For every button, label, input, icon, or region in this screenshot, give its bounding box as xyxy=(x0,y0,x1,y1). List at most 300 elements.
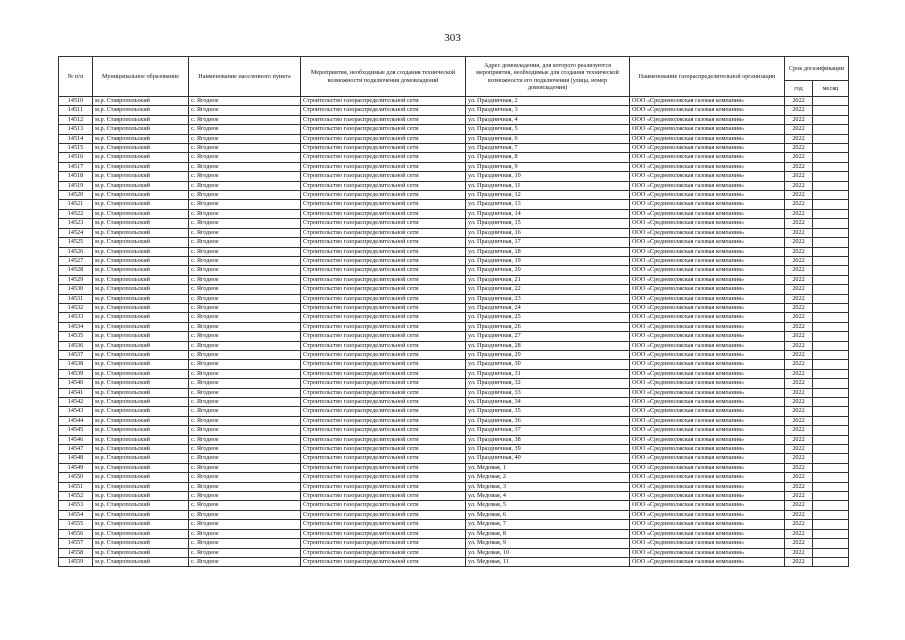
org-cell: ООО «Средневолжская газовая компания» xyxy=(630,275,785,284)
municipality-cell: м.р. Ставропольский xyxy=(93,256,189,265)
row-number: 14523 xyxy=(59,219,93,228)
measure-cell: Строительство газораспределительной сети xyxy=(301,510,466,519)
settlement-cell: с. Ягодное xyxy=(189,266,301,275)
table-row xyxy=(59,350,849,359)
year-cell: 2022 xyxy=(785,473,813,482)
org-cell: ООО «Средневолжская газовая компания» xyxy=(630,473,785,482)
month-cell xyxy=(813,379,849,388)
row-number: 14519 xyxy=(59,181,93,190)
year-cell: 2022 xyxy=(785,181,813,190)
row-number: 14557 xyxy=(59,539,93,548)
row-number: 14553 xyxy=(59,501,93,510)
measure-cell: Строительство газораспределительной сети xyxy=(301,435,466,444)
measure-cell: Строительство газораспределительной сети xyxy=(301,275,466,284)
month-cell xyxy=(813,350,849,359)
address-cell: ул. Праздничная, 19 xyxy=(466,256,630,265)
month-cell xyxy=(813,369,849,378)
year-cell: 2022 xyxy=(785,332,813,341)
address-cell: ул. Праздничная, 12 xyxy=(466,191,630,200)
measure-cell: Строительство газораспределительной сети xyxy=(301,172,466,181)
year-cell: 2022 xyxy=(785,539,813,548)
header-deadline: Срок догазификации xyxy=(785,57,849,81)
municipality-cell: м.р. Ставропольский xyxy=(93,435,189,444)
org-cell: ООО «Средневолжская газовая компания» xyxy=(630,219,785,228)
org-cell: ООО «Средневолжская газовая компания» xyxy=(630,482,785,491)
row-number: 14537 xyxy=(59,350,93,359)
measure-cell: Строительство газораспределительной сети xyxy=(301,539,466,548)
year-cell: 2022 xyxy=(785,266,813,275)
settlement-cell: с. Ягодное xyxy=(189,463,301,472)
year-cell: 2022 xyxy=(785,153,813,162)
org-cell: ООО «Средневолжская газовая компания» xyxy=(630,350,785,359)
measure-cell: Строительство газораспределительной сети xyxy=(301,134,466,143)
settlement-cell: с. Ягодное xyxy=(189,416,301,425)
address-cell: ул. Праздничная, 24 xyxy=(466,303,630,312)
address-cell: ул. Праздничная, 28 xyxy=(466,341,630,350)
municipality-cell: м.р. Ставропольский xyxy=(93,548,189,557)
table-row xyxy=(59,445,849,454)
measure-cell: Строительство газораспределительной сети xyxy=(301,520,466,529)
row-number: 14516 xyxy=(59,153,93,162)
year-cell: 2022 xyxy=(785,228,813,237)
address-cell: ул. Праздничная, 17 xyxy=(466,238,630,247)
row-number: 14514 xyxy=(59,134,93,143)
municipality-cell: м.р. Ставропольский xyxy=(93,445,189,454)
year-cell: 2022 xyxy=(785,463,813,472)
settlement-cell: с. Ягодное xyxy=(189,557,301,566)
municipality-cell: м.р. Ставропольский xyxy=(93,219,189,228)
month-cell xyxy=(813,125,849,134)
year-cell: 2022 xyxy=(785,388,813,397)
year-cell: 2022 xyxy=(785,369,813,378)
org-cell: ООО «Средневолжская газовая компания» xyxy=(630,435,785,444)
year-cell: 2022 xyxy=(785,256,813,265)
municipality-cell: м.р. Ставропольский xyxy=(93,501,189,510)
table-row xyxy=(59,398,849,407)
address-cell: ул. Праздничная, 21 xyxy=(466,275,630,284)
month-cell xyxy=(813,492,849,501)
address-cell: ул. Праздничная, 36 xyxy=(466,416,630,425)
row-number: 14543 xyxy=(59,407,93,416)
municipality-cell: м.р. Ставропольский xyxy=(93,162,189,171)
row-number: 14539 xyxy=(59,369,93,378)
month-cell xyxy=(813,209,849,218)
measure-cell: Строительство газораспределительной сети xyxy=(301,144,466,153)
measure-cell: Строительство газораспределительной сети xyxy=(301,266,466,275)
settlement-cell: с. Ягодное xyxy=(189,501,301,510)
month-cell xyxy=(813,557,849,566)
settlement-cell: с. Ягодное xyxy=(189,144,301,153)
year-cell: 2022 xyxy=(785,247,813,256)
measure-cell: Строительство газораспределительной сети xyxy=(301,482,466,491)
month-cell xyxy=(813,134,849,143)
row-number: 14552 xyxy=(59,492,93,501)
table-row xyxy=(59,407,849,416)
row-number: 14530 xyxy=(59,285,93,294)
address-cell: ул. Праздничная, 15 xyxy=(466,219,630,228)
row-number: 14544 xyxy=(59,416,93,425)
row-number: 14538 xyxy=(59,360,93,369)
settlement-cell: с. Ягодное xyxy=(189,492,301,501)
table-row xyxy=(59,510,849,519)
settlement-cell: с. Ягодное xyxy=(189,219,301,228)
month-cell xyxy=(813,285,849,294)
settlement-cell: с. Ягодное xyxy=(189,388,301,397)
table-row xyxy=(59,238,849,247)
year-cell: 2022 xyxy=(785,482,813,491)
address-cell: ул. Праздничная, 3 xyxy=(466,106,630,115)
month-cell xyxy=(813,153,849,162)
year-cell: 2022 xyxy=(785,238,813,247)
year-cell: 2022 xyxy=(785,445,813,454)
municipality-cell: м.р. Ставропольский xyxy=(93,303,189,312)
row-number: 14521 xyxy=(59,200,93,209)
year-cell: 2022 xyxy=(785,454,813,463)
settlement-cell: с. Ягодное xyxy=(189,313,301,322)
municipality-cell: м.р. Ставропольский xyxy=(93,473,189,482)
address-cell: ул. Праздничная, 35 xyxy=(466,407,630,416)
measure-cell: Строительство газораспределительной сети xyxy=(301,426,466,435)
settlement-cell: с. Ягодное xyxy=(189,332,301,341)
settlement-cell: с. Ягодное xyxy=(189,369,301,378)
address-cell: ул. Праздничная, 14 xyxy=(466,209,630,218)
table-row xyxy=(59,435,849,444)
measure-cell: Строительство газораспределительной сети xyxy=(301,303,466,312)
address-cell: ул. Медовая, 10 xyxy=(466,548,630,557)
header-municipality: Муниципальное образование xyxy=(93,57,189,97)
settlement-cell: с. Ягодное xyxy=(189,172,301,181)
measure-cell: Строительство газораспределительной сети xyxy=(301,219,466,228)
year-cell: 2022 xyxy=(785,303,813,312)
row-number: 14534 xyxy=(59,322,93,331)
address-cell: ул. Праздничная, 25 xyxy=(466,313,630,322)
year-cell: 2022 xyxy=(785,219,813,228)
table-row xyxy=(59,492,849,501)
table-row xyxy=(59,162,849,171)
measure-cell: Строительство газораспределительной сети xyxy=(301,115,466,124)
org-cell: ООО «Средневолжская газовая компания» xyxy=(630,416,785,425)
org-cell: ООО «Средневолжская газовая компания» xyxy=(630,332,785,341)
org-cell: ООО «Средневолжская газовая компания» xyxy=(630,463,785,472)
year-cell: 2022 xyxy=(785,520,813,529)
year-cell: 2022 xyxy=(785,200,813,209)
municipality-cell: м.р. Ставропольский xyxy=(93,285,189,294)
month-cell xyxy=(813,106,849,115)
year-cell: 2022 xyxy=(785,548,813,557)
row-number: 14513 xyxy=(59,125,93,134)
settlement-cell: с. Ягодное xyxy=(189,275,301,284)
month-cell xyxy=(813,482,849,491)
address-cell: ул. Праздничная, 38 xyxy=(466,435,630,444)
month-cell xyxy=(813,520,849,529)
month-cell xyxy=(813,97,849,106)
settlement-cell: с. Ягодное xyxy=(189,398,301,407)
address-cell: ул. Праздничная, 11 xyxy=(466,181,630,190)
org-cell: ООО «Средневолжская газовая компания» xyxy=(630,369,785,378)
settlement-cell: с. Ягодное xyxy=(189,360,301,369)
municipality-cell: м.р. Ставропольский xyxy=(93,350,189,359)
table-row xyxy=(59,520,849,529)
table-row xyxy=(59,97,849,106)
row-number: 14551 xyxy=(59,482,93,491)
municipality-cell: м.р. Ставропольский xyxy=(93,153,189,162)
month-cell xyxy=(813,510,849,519)
address-cell: ул. Медовая, 4 xyxy=(466,492,630,501)
municipality-cell: м.р. Ставропольский xyxy=(93,247,189,256)
settlement-cell: с. Ягодное xyxy=(189,379,301,388)
row-number: 14511 xyxy=(59,106,93,115)
settlement-cell: с. Ягодное xyxy=(189,97,301,106)
table-row xyxy=(59,200,849,209)
measure-cell: Строительство газораспределительной сети xyxy=(301,97,466,106)
month-cell xyxy=(813,322,849,331)
row-number: 14522 xyxy=(59,209,93,218)
year-cell: 2022 xyxy=(785,557,813,566)
table-row xyxy=(59,115,849,124)
table-row xyxy=(59,548,849,557)
org-cell: ООО «Средневолжская газовая компания» xyxy=(630,134,785,143)
org-cell: ООО «Средневолжская газовая компания» xyxy=(630,209,785,218)
measure-cell: Строительство газораспределительной сети xyxy=(301,398,466,407)
municipality-cell: м.р. Ставропольский xyxy=(93,181,189,190)
address-cell: ул. Праздничная, 34 xyxy=(466,398,630,407)
municipality-cell: м.р. Ставропольский xyxy=(93,191,189,200)
row-number: 14555 xyxy=(59,520,93,529)
year-cell: 2022 xyxy=(785,510,813,519)
municipality-cell: м.р. Ставропольский xyxy=(93,388,189,397)
header-num: № п/п xyxy=(59,57,93,97)
settlement-cell: с. Ягодное xyxy=(189,285,301,294)
measure-cell: Строительство газораспределительной сети xyxy=(301,388,466,397)
year-cell: 2022 xyxy=(785,172,813,181)
row-number: 14541 xyxy=(59,388,93,397)
month-cell xyxy=(813,266,849,275)
page-number: 303 xyxy=(444,32,461,44)
row-number: 14550 xyxy=(59,473,93,482)
org-cell: ООО «Средневолжская газовая компания» xyxy=(630,256,785,265)
org-cell: ООО «Средневолжская газовая компания» xyxy=(630,445,785,454)
table-row xyxy=(59,209,849,218)
settlement-cell: с. Ягодное xyxy=(189,294,301,303)
table-row xyxy=(59,275,849,284)
municipality-cell: м.р. Ставропольский xyxy=(93,492,189,501)
row-number: 14512 xyxy=(59,115,93,124)
month-cell xyxy=(813,219,849,228)
org-cell: ООО «Средневолжская газовая компания» xyxy=(630,266,785,275)
settlement-cell: с. Ягодное xyxy=(189,153,301,162)
address-cell: ул. Медовая, 7 xyxy=(466,520,630,529)
table-row xyxy=(59,341,849,350)
month-cell xyxy=(813,181,849,190)
municipality-cell: м.р. Ставропольский xyxy=(93,539,189,548)
measure-cell: Строительство газораспределительной сети xyxy=(301,501,466,510)
measure-cell: Строительство газораспределительной сети xyxy=(301,416,466,425)
municipality-cell: м.р. Ставропольский xyxy=(93,313,189,322)
address-cell: ул. Медовая, 11 xyxy=(466,557,630,566)
gasification-table xyxy=(58,56,848,567)
settlement-cell: с. Ягодное xyxy=(189,200,301,209)
org-cell: ООО «Средневолжская газовая компания» xyxy=(630,520,785,529)
table-row xyxy=(59,294,849,303)
org-cell: ООО «Средневолжская газовая компания» xyxy=(630,557,785,566)
municipality-cell: м.р. Ставропольский xyxy=(93,294,189,303)
table-row xyxy=(59,303,849,312)
address-cell: ул. Медовая, 8 xyxy=(466,529,630,538)
row-number: 14559 xyxy=(59,557,93,566)
year-cell: 2022 xyxy=(785,134,813,143)
settlement-cell: с. Ягодное xyxy=(189,238,301,247)
measure-cell: Строительство газораспределительной сети xyxy=(301,285,466,294)
measure-cell: Строительство газораспределительной сети xyxy=(301,153,466,162)
org-cell: ООО «Средневолжская газовая компания» xyxy=(630,285,785,294)
org-cell: ООО «Средневолжская газовая компания» xyxy=(630,191,785,200)
address-cell: ул. Праздничная, 6 xyxy=(466,134,630,143)
measure-cell: Строительство газораспределительной сети xyxy=(301,256,466,265)
month-cell xyxy=(813,162,849,171)
row-number: 14531 xyxy=(59,294,93,303)
municipality-cell: м.р. Ставропольский xyxy=(93,209,189,218)
table-row xyxy=(59,454,849,463)
table-row xyxy=(59,153,849,162)
table-row xyxy=(59,266,849,275)
row-number: 14536 xyxy=(59,341,93,350)
org-cell: ООО «Средневолжская газовая компания» xyxy=(630,529,785,538)
address-cell: ул. Праздничная, 9 xyxy=(466,162,630,171)
settlement-cell: с. Ягодное xyxy=(189,191,301,200)
measure-cell: Строительство газораспределительной сети xyxy=(301,247,466,256)
row-number: 14547 xyxy=(59,445,93,454)
row-number: 14527 xyxy=(59,256,93,265)
row-number: 14524 xyxy=(59,228,93,237)
measure-cell: Строительство газораспределительной сети xyxy=(301,106,466,115)
settlement-cell: с. Ягодное xyxy=(189,529,301,538)
address-cell: ул. Праздничная, 29 xyxy=(466,350,630,359)
settlement-cell: с. Ягодное xyxy=(189,228,301,237)
row-number: 14549 xyxy=(59,463,93,472)
header-year: год xyxy=(785,81,813,97)
row-number: 14540 xyxy=(59,379,93,388)
table-row xyxy=(59,247,849,256)
measure-cell: Строительство газораспределительной сети xyxy=(301,473,466,482)
month-cell xyxy=(813,332,849,341)
municipality-cell: м.р. Ставропольский xyxy=(93,115,189,124)
month-cell xyxy=(813,416,849,425)
measure-cell: Строительство газораспределительной сети xyxy=(301,322,466,331)
org-cell: ООО «Средневолжская газовая компания» xyxy=(630,407,785,416)
org-cell: ООО «Средневолжская газовая компания» xyxy=(630,341,785,350)
month-cell xyxy=(813,529,849,538)
settlement-cell: с. Ягодное xyxy=(189,256,301,265)
month-cell xyxy=(813,200,849,209)
address-cell: ул. Праздничная, 22 xyxy=(466,285,630,294)
month-cell xyxy=(813,275,849,284)
address-cell: ул. Медовая, 2 xyxy=(466,473,630,482)
settlement-cell: с. Ягодное xyxy=(189,548,301,557)
address-cell: ул. Праздничная, 13 xyxy=(466,200,630,209)
month-cell xyxy=(813,407,849,416)
month-cell xyxy=(813,360,849,369)
org-cell: ООО «Средневолжская газовая компания» xyxy=(630,539,785,548)
address-cell: ул. Праздничная, 8 xyxy=(466,153,630,162)
settlement-cell: с. Ягодное xyxy=(189,350,301,359)
address-cell: ул. Медовая, 5 xyxy=(466,501,630,510)
org-cell: ООО «Средневолжская газовая компания» xyxy=(630,492,785,501)
table-row xyxy=(59,191,849,200)
address-cell: ул. Праздничная, 33 xyxy=(466,388,630,397)
row-number: 14548 xyxy=(59,454,93,463)
org-cell: ООО «Средневолжская газовая компания» xyxy=(630,125,785,134)
measure-cell: Строительство газораспределительной сети xyxy=(301,209,466,218)
table-row xyxy=(59,228,849,237)
year-cell: 2022 xyxy=(785,407,813,416)
month-cell xyxy=(813,256,849,265)
year-cell: 2022 xyxy=(785,426,813,435)
measure-cell: Строительство газораспределительной сети xyxy=(301,191,466,200)
year-cell: 2022 xyxy=(785,294,813,303)
row-number: 14517 xyxy=(59,162,93,171)
header-address: Адрес домовладения, для которого реализуются мероприятия, необходимые для создания технической возможности его подключения (улица, номер домовладения) xyxy=(466,57,630,97)
month-cell xyxy=(813,303,849,312)
year-cell: 2022 xyxy=(785,191,813,200)
month-cell xyxy=(813,454,849,463)
table-row xyxy=(59,134,849,143)
measure-cell: Строительство газораспределительной сети xyxy=(301,162,466,171)
measure-cell: Строительство газораспределительной сети xyxy=(301,454,466,463)
address-cell: ул. Праздничная, 39 xyxy=(466,445,630,454)
municipality-cell: м.р. Ставропольский xyxy=(93,134,189,143)
address-cell: ул. Праздничная, 5 xyxy=(466,125,630,134)
settlement-cell: с. Ягодное xyxy=(189,181,301,190)
municipality-cell: м.р. Ставропольский xyxy=(93,332,189,341)
municipality-cell: м.р. Ставропольский xyxy=(93,172,189,181)
year-cell: 2022 xyxy=(785,341,813,350)
address-cell: ул. Праздничная, 2 xyxy=(466,97,630,106)
measure-cell: Строительство газораспределительной сети xyxy=(301,407,466,416)
measure-cell: Строительство газораспределительной сети xyxy=(301,548,466,557)
municipality-cell: м.р. Ставропольский xyxy=(93,529,189,538)
row-number: 14526 xyxy=(59,247,93,256)
row-number: 14533 xyxy=(59,313,93,322)
header-settlement: Наименование населенного пункта xyxy=(189,57,301,97)
settlement-cell: с. Ягодное xyxy=(189,435,301,444)
row-number: 14554 xyxy=(59,510,93,519)
address-cell: ул. Праздничная, 10 xyxy=(466,172,630,181)
org-cell: ООО «Средневолжская газовая компания» xyxy=(630,106,785,115)
address-cell: ул. Праздничная, 23 xyxy=(466,294,630,303)
year-cell: 2022 xyxy=(785,144,813,153)
org-cell: ООО «Средневолжская газовая компания» xyxy=(630,228,785,237)
year-cell: 2022 xyxy=(785,416,813,425)
table-row xyxy=(59,369,849,378)
table-row xyxy=(59,219,849,228)
measure-cell: Строительство газораспределительной сети xyxy=(301,369,466,378)
month-cell xyxy=(813,247,849,256)
row-number: 14532 xyxy=(59,303,93,312)
org-cell: ООО «Средневолжская газовая компания» xyxy=(630,200,785,209)
org-cell: ООО «Средневолжская газовая компания» xyxy=(630,238,785,247)
address-cell: ул. Праздничная, 4 xyxy=(466,115,630,124)
org-cell: ООО «Средневолжская газовая компания» xyxy=(630,181,785,190)
settlement-cell: с. Ягодное xyxy=(189,445,301,454)
settlement-cell: с. Ягодное xyxy=(189,341,301,350)
org-cell: ООО «Средневолжская газовая компания» xyxy=(630,115,785,124)
month-cell xyxy=(813,313,849,322)
month-cell xyxy=(813,463,849,472)
address-cell: ул. Праздничная, 31 xyxy=(466,369,630,378)
year-cell: 2022 xyxy=(785,360,813,369)
month-cell xyxy=(813,539,849,548)
month-cell xyxy=(813,398,849,407)
